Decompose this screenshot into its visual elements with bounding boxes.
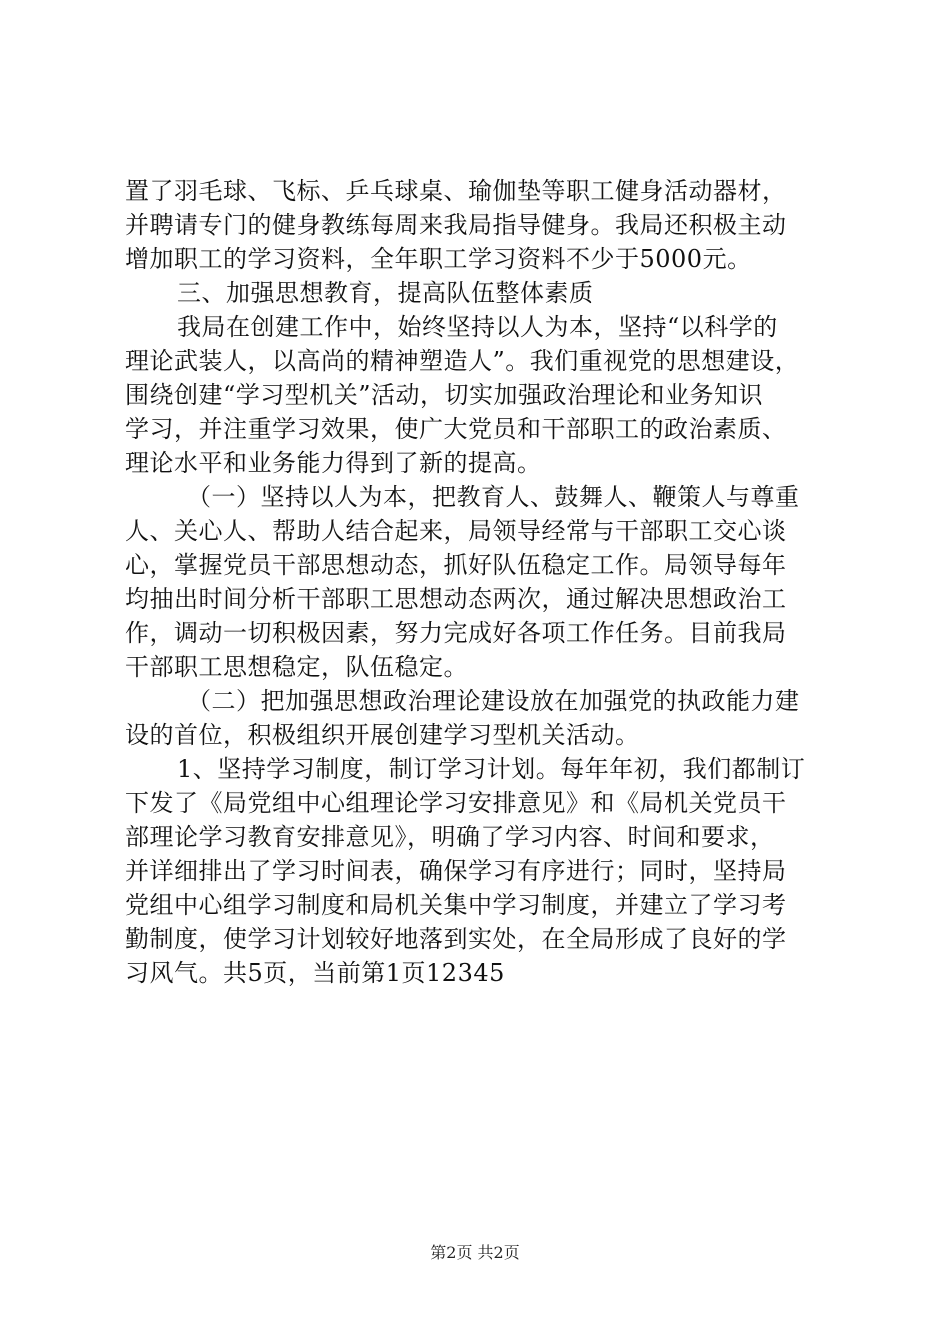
- text-line: 置了羽毛球、飞标、乒乓球桌、瑜伽垫等职工健身活动器材，: [125, 177, 787, 205]
- text-line: 勤制度，使学习计划较好地落到实处，在全局形成了良好的学: [125, 925, 787, 953]
- text-line: 理论武装人，以高尚的精神塑造人”。我们重视党的思想建设，: [125, 347, 800, 375]
- text-line: 我局在创建工作中，始终坚持以人为本，坚持“以科学的: [177, 313, 778, 341]
- page-footer: 第2页 共2页: [430, 1243, 520, 1262]
- text-line: （一）坚持以人为本，把教育人、鼓舞人、鞭策人与尊重: [187, 483, 800, 511]
- text-line: 人、关心人、帮助人结合起来，局领导经常与干部职工交心谈: [125, 517, 787, 545]
- text-line: 习风气。共5页，当前第1页12345: [125, 959, 505, 987]
- section-heading: 三、加强思想教育，提高队伍整体素质: [177, 279, 594, 307]
- text-line: （二）把加强思想政治理论建设放在加强党的执政能力建: [187, 687, 800, 715]
- text-line: 增加职工的学习资料，全年职工学习资料不少于5000元。: [125, 245, 752, 273]
- text-line: 下发了《局党组中心组理论学习安排意见》和《局机关党员干: [125, 789, 787, 817]
- text-line: 均抽出时间分析干部职工思想动态两次，通过解决思想政治工: [125, 585, 787, 613]
- text-line: 心，掌握党员干部思想动态，抓好队伍稳定工作。局领导每年: [125, 551, 787, 579]
- text-line: 并详细排出了学习时间表，确保学习有序进行；同时，坚持局: [125, 857, 787, 885]
- text-line: 设的首位，积极组织开展创建学习型机关活动。: [125, 721, 640, 749]
- text-line: 干部职工思想稳定，队伍稳定。: [125, 653, 468, 681]
- text-line: 学习，并注重学习效果，使广大党员和干部职工的政治素质、: [125, 415, 787, 443]
- document-body: [125, 174, 837, 990]
- text-line: 理论水平和业务能力得到了新的提高。: [125, 449, 542, 477]
- text-line: 1、坚持学习制度，制订学习计划。每年年初，我们都制订: [177, 755, 806, 783]
- text-line: 部理论学习教育安排意见》，明确了学习内容、时间和要求，: [125, 823, 775, 851]
- text-line: 并聘请专门的健身教练每周来我局指导健身。我局还积极主动: [125, 211, 787, 239]
- text-line: 党组中心组学习制度和局机关集中学习制度，并建立了学习考: [125, 891, 787, 919]
- text-line: 作，调动一切积极因素，努力完成好各项工作任务。目前我局: [125, 619, 787, 647]
- text-line: 围绕创建“学习型机关”活动，切实加强政治理论和业务知识: [125, 381, 764, 409]
